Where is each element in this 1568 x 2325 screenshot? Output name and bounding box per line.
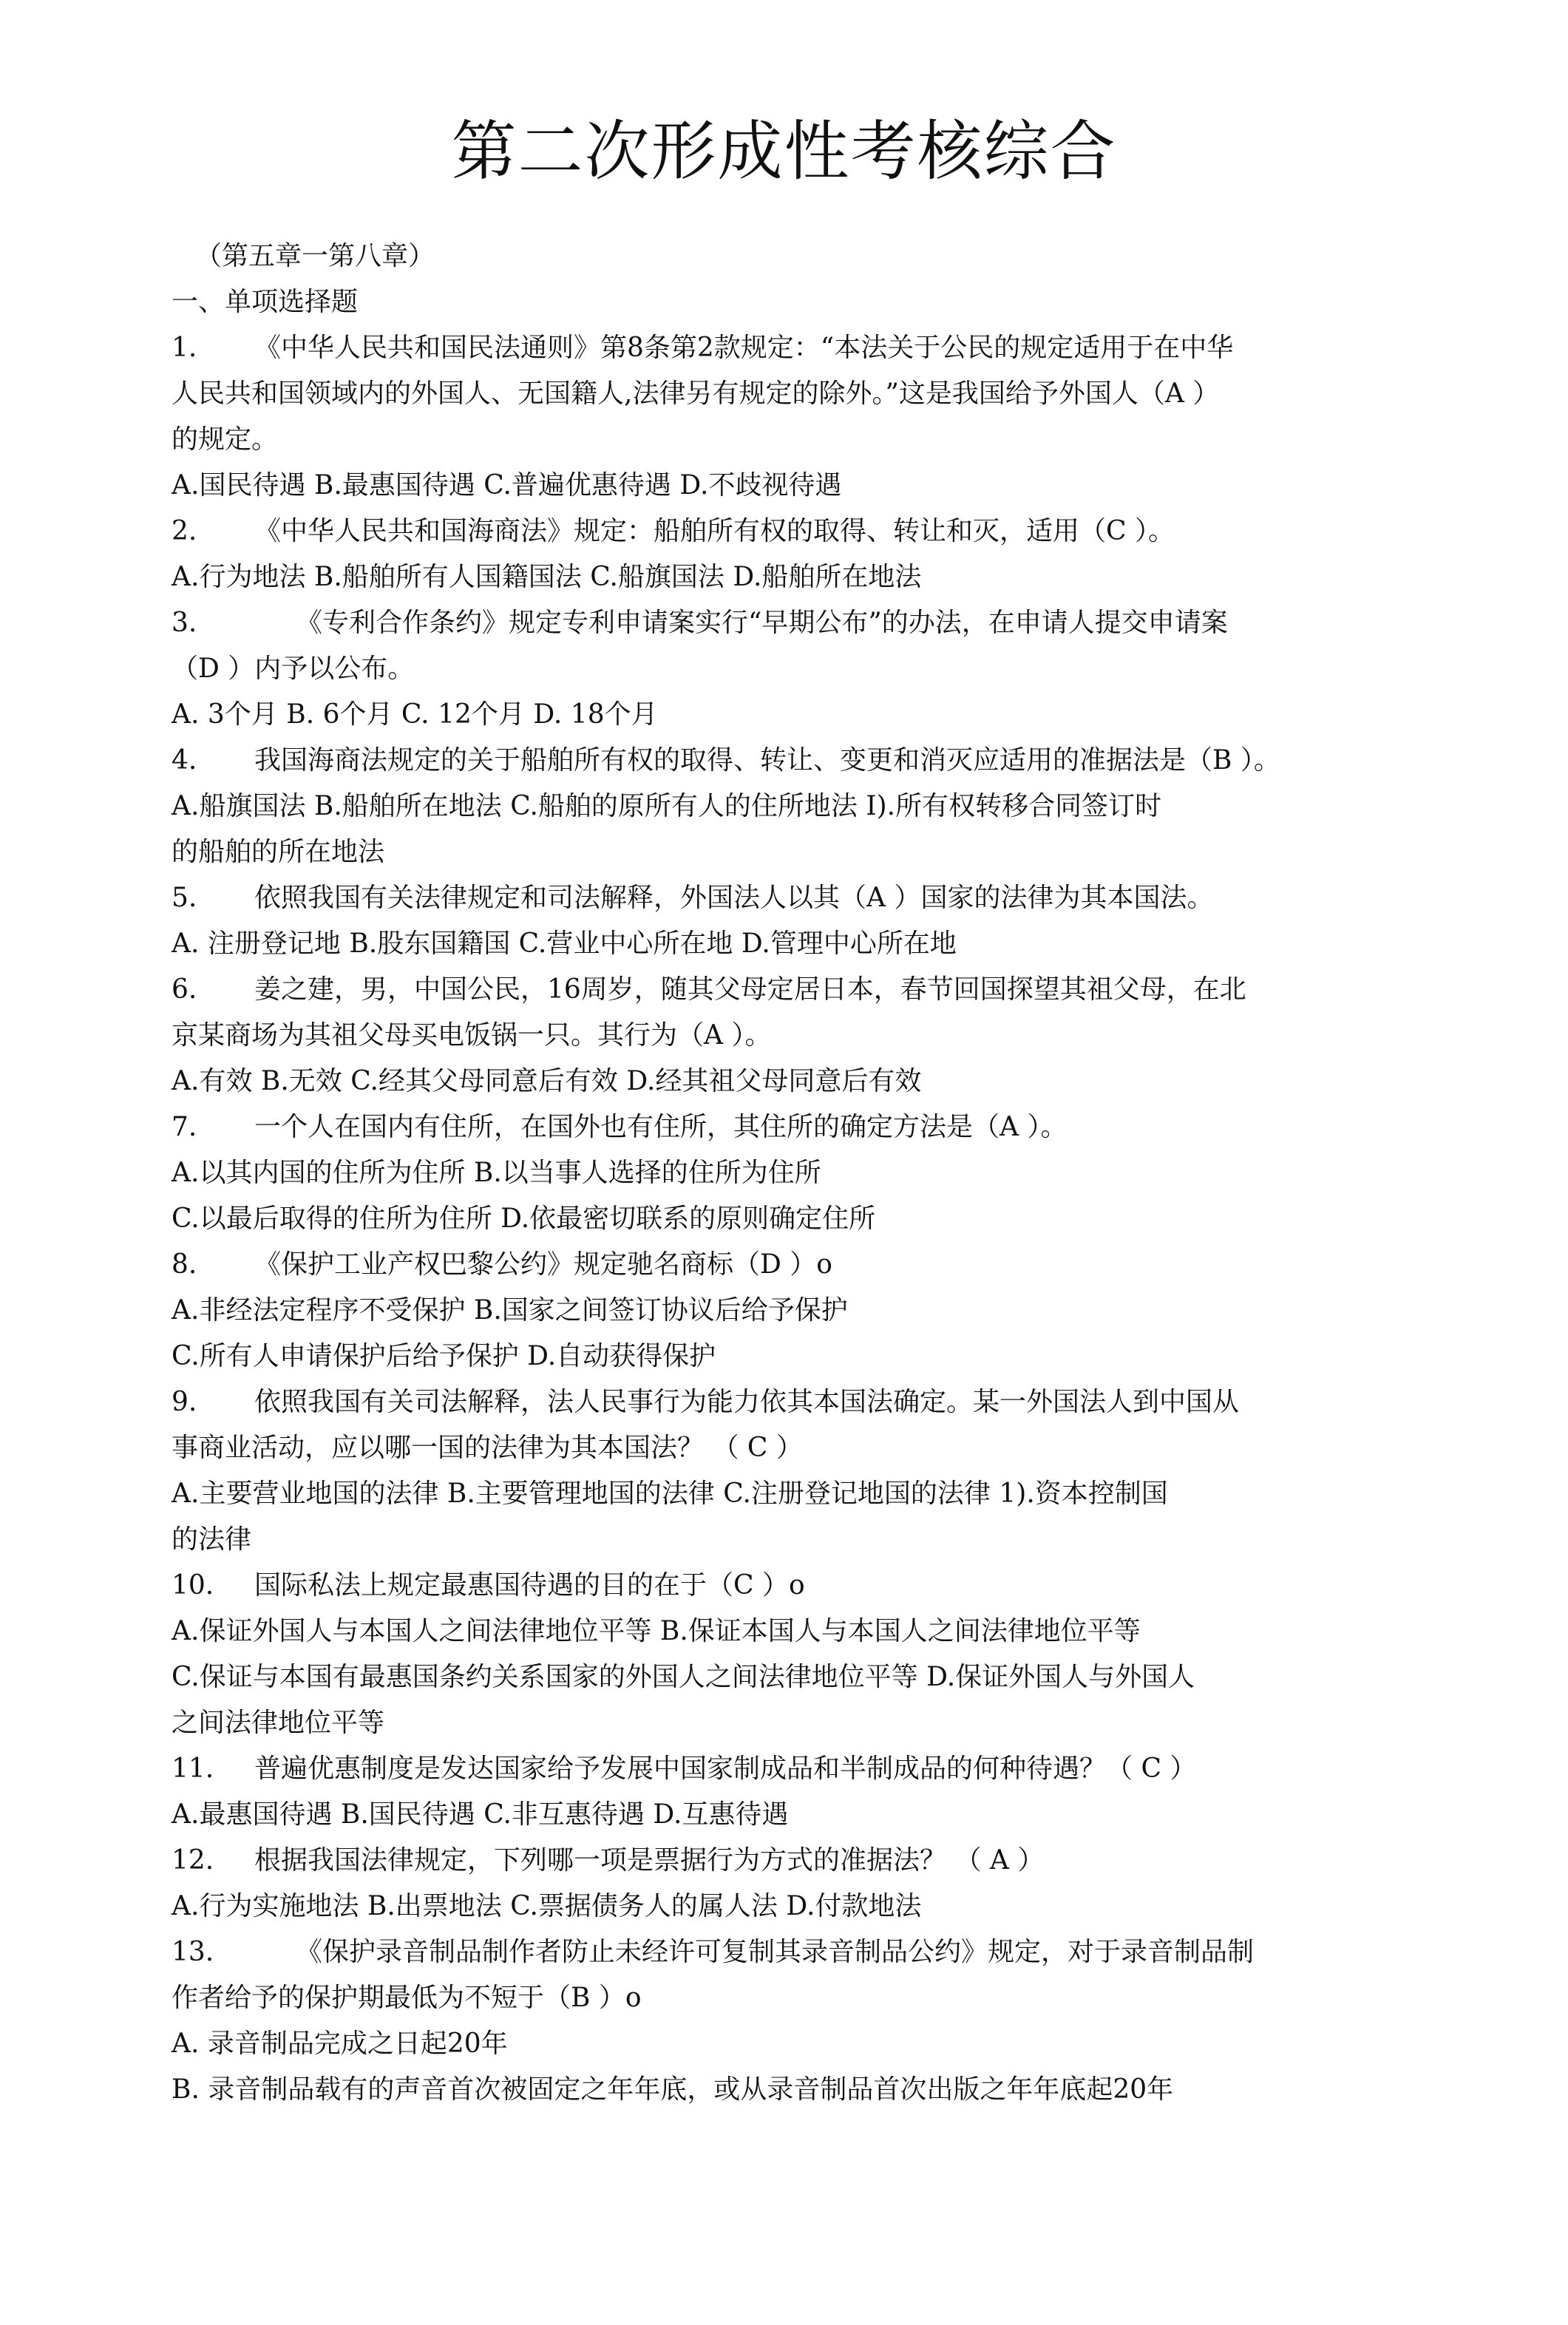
question-number: 3. [172, 608, 197, 638]
question-5 [172, 875, 1428, 967]
question-text: 《中华人民共和国海商法》规定：船舶所有权的取得、转让和灭，适用（C ）。 [254, 516, 1175, 546]
answer-options: A.最惠国待遇 B.国民待遇 C.非互惠待遇 D.互惠待遇 [172, 1799, 789, 1830]
answer-options: C.保证与本国有最惠国条约关系国家的外国人之间法律地位平等 D.保证外国人与外国人 [172, 1662, 1195, 1692]
question-text: 事商业活动，应以哪一国的法律为其本国法？ （ C ） [172, 1433, 803, 1463]
question-4 [172, 738, 1428, 875]
question-text: 姜之建，男，中国公民，16周岁，随其父母定居日本，春节回国探望其祖父母，在北 [254, 974, 1246, 1005]
question-8 [172, 1242, 1428, 1379]
question-text: 《保护工业产权巴黎公约》规定驰名商标（D ）o [254, 1249, 832, 1280]
question-number: 2. [172, 516, 197, 546]
question-7 [172, 1104, 1428, 1242]
question-text: 一个人在国内有住所，在国外也有住所，其住所的确定方法是（A ）。 [254, 1112, 1068, 1142]
answer-options: A. 录音制品完成之日起20年 [172, 2029, 508, 2059]
question-text: 《保护录音制品制作者防止未经许可复制其录音制品公约》规定，对于录音制品制 [296, 1937, 1255, 1967]
question-number: 7. [172, 1112, 197, 1142]
question-number: 13. [172, 1937, 214, 1967]
question-number: 5. [172, 883, 197, 913]
question-text: 我国海商法规定的关于船舶所有权的取得、转让、变更和消灭应适用的准据法是（B ）。 [254, 745, 1280, 775]
question-number: 4. [172, 745, 197, 775]
question-1 [172, 325, 1428, 509]
page-title: 第二次形成性考核综合 [451, 113, 1117, 189]
question-text: 国际私法上规定最惠国待遇的目的在于（C ）o [254, 1570, 805, 1601]
answer-options: A.船旗国法 B.船舶所在地法 C.船舶的原所有人的住所地法 I).所有权转移合同签订时 [172, 791, 1162, 821]
answer-options: A.有效 B.无效 C.经其父母同意后有效 D.经其祖父母同意后有效 [172, 1066, 922, 1096]
question-text: 依照我国有关司法解释，法人民事行为能力依其本国法确定。某一外国法人到中国从 [254, 1387, 1240, 1417]
answer-options: A.行为地法 B.船舶所有人国籍国法 C.船旗国法 D.船舶所在地法 [172, 562, 922, 592]
question-text: 依照我国有关法律规定和司法解释，外国法人以其（A ）国家的法律为其本国法。 [254, 883, 1214, 913]
question-text: 《专利合作条约》规定专利申请案实行“早期公布”的办法，在申请人提交申请案 [296, 608, 1228, 638]
question-9 [172, 1379, 1428, 1563]
question-text: （D ）内予以公布。 [172, 654, 415, 684]
question-13 [172, 1929, 1428, 2113]
answer-options: A.主要营业地国的法律 B.主要管理地国的法律 C.注册登记地国的法律 1).资本控制国 [172, 1479, 1168, 1509]
question-number: 1. [172, 333, 197, 363]
question-10 [172, 1563, 1428, 1746]
answer-options: 之间法律地位平等 [172, 1708, 385, 1738]
document-body [172, 234, 1428, 2113]
answer-options: A.非经法定程序不受保护 B.国家之间签订协议后给予保护 [172, 1295, 848, 1326]
question-2 [172, 509, 1428, 600]
answer-options: A. 注册登记地 B.股东国籍国 C.营业中心所在地 D.管理中心所在地 [172, 929, 957, 959]
answer-options: 的船舶的所在地法 [172, 837, 385, 867]
question-number: 6. [172, 974, 197, 1005]
question-6 [172, 967, 1428, 1104]
answer-options: B. 录音制品载有的声音首次被固定之年年底，或从录音制品首次出版之年年底起20年 [172, 2074, 1174, 2105]
question-12 [172, 1838, 1428, 1929]
question-text: 京某商场为其祖父母买电饭锅一只。其行为（A ）。 [172, 1020, 772, 1051]
section-heading: 一、单项选择题 [172, 287, 359, 317]
question-text: 人民共和国领域内的外国人、无国籍人,法律另有规定的除外。”这是我国给予外国人（A ） [172, 379, 1220, 409]
answer-options: A.以其内国的住所为住所 B.以当事人选择的住所为住所 [172, 1158, 821, 1188]
question-number: 12. [172, 1845, 214, 1876]
question-text: 根据我国法律规定，下列哪一项是票据行为方式的准据法？ （ A ） [254, 1845, 1045, 1876]
answer-options: 的法律 [172, 1524, 252, 1555]
question-text: 的规定。 [172, 424, 279, 455]
question-3 [172, 600, 1428, 738]
answer-options: A.保证外国人与本国人之间法律地位平等 B.保证本国人与本国人之间法律地位平等 [172, 1616, 1141, 1646]
answer-options: A. 3个月 B. 6个月 C. 12个月 D. 18个月 [172, 699, 658, 730]
question-11 [172, 1746, 1428, 1838]
answer-options: C.以最后取得的住所为住所 D.依最密切联系的原则确定住所 [172, 1204, 876, 1234]
answer-options: A.国民待遇 B.最惠国待遇 C.普遍优惠待遇 D.不歧视待遇 [172, 470, 842, 500]
answer-options: C.所有人申请保护后给予保护 D.自动获得保护 [172, 1341, 716, 1371]
question-text: 作者给予的保护期最低为不短于（B ）o [172, 1983, 642, 2013]
chapter-range: （第五章一第八章） [195, 241, 435, 271]
question-text: 普遍优惠制度是发达国家给予发展中国家制成品和半制成品的何种待遇？（ C ） [254, 1754, 1197, 1784]
question-number: 8. [172, 1249, 197, 1280]
question-number: 10. [172, 1570, 214, 1601]
answer-options: A.行为实施地法 B.出票地法 C.票据债务人的属人法 D.付款地法 [172, 1891, 922, 1921]
question-number: 9. [172, 1387, 197, 1417]
question-text: 《中华人民共和国民法通则》第8条第2款规定：“本法关于公民的规定适用于在中华 [254, 333, 1234, 363]
question-number: 11. [172, 1754, 214, 1784]
